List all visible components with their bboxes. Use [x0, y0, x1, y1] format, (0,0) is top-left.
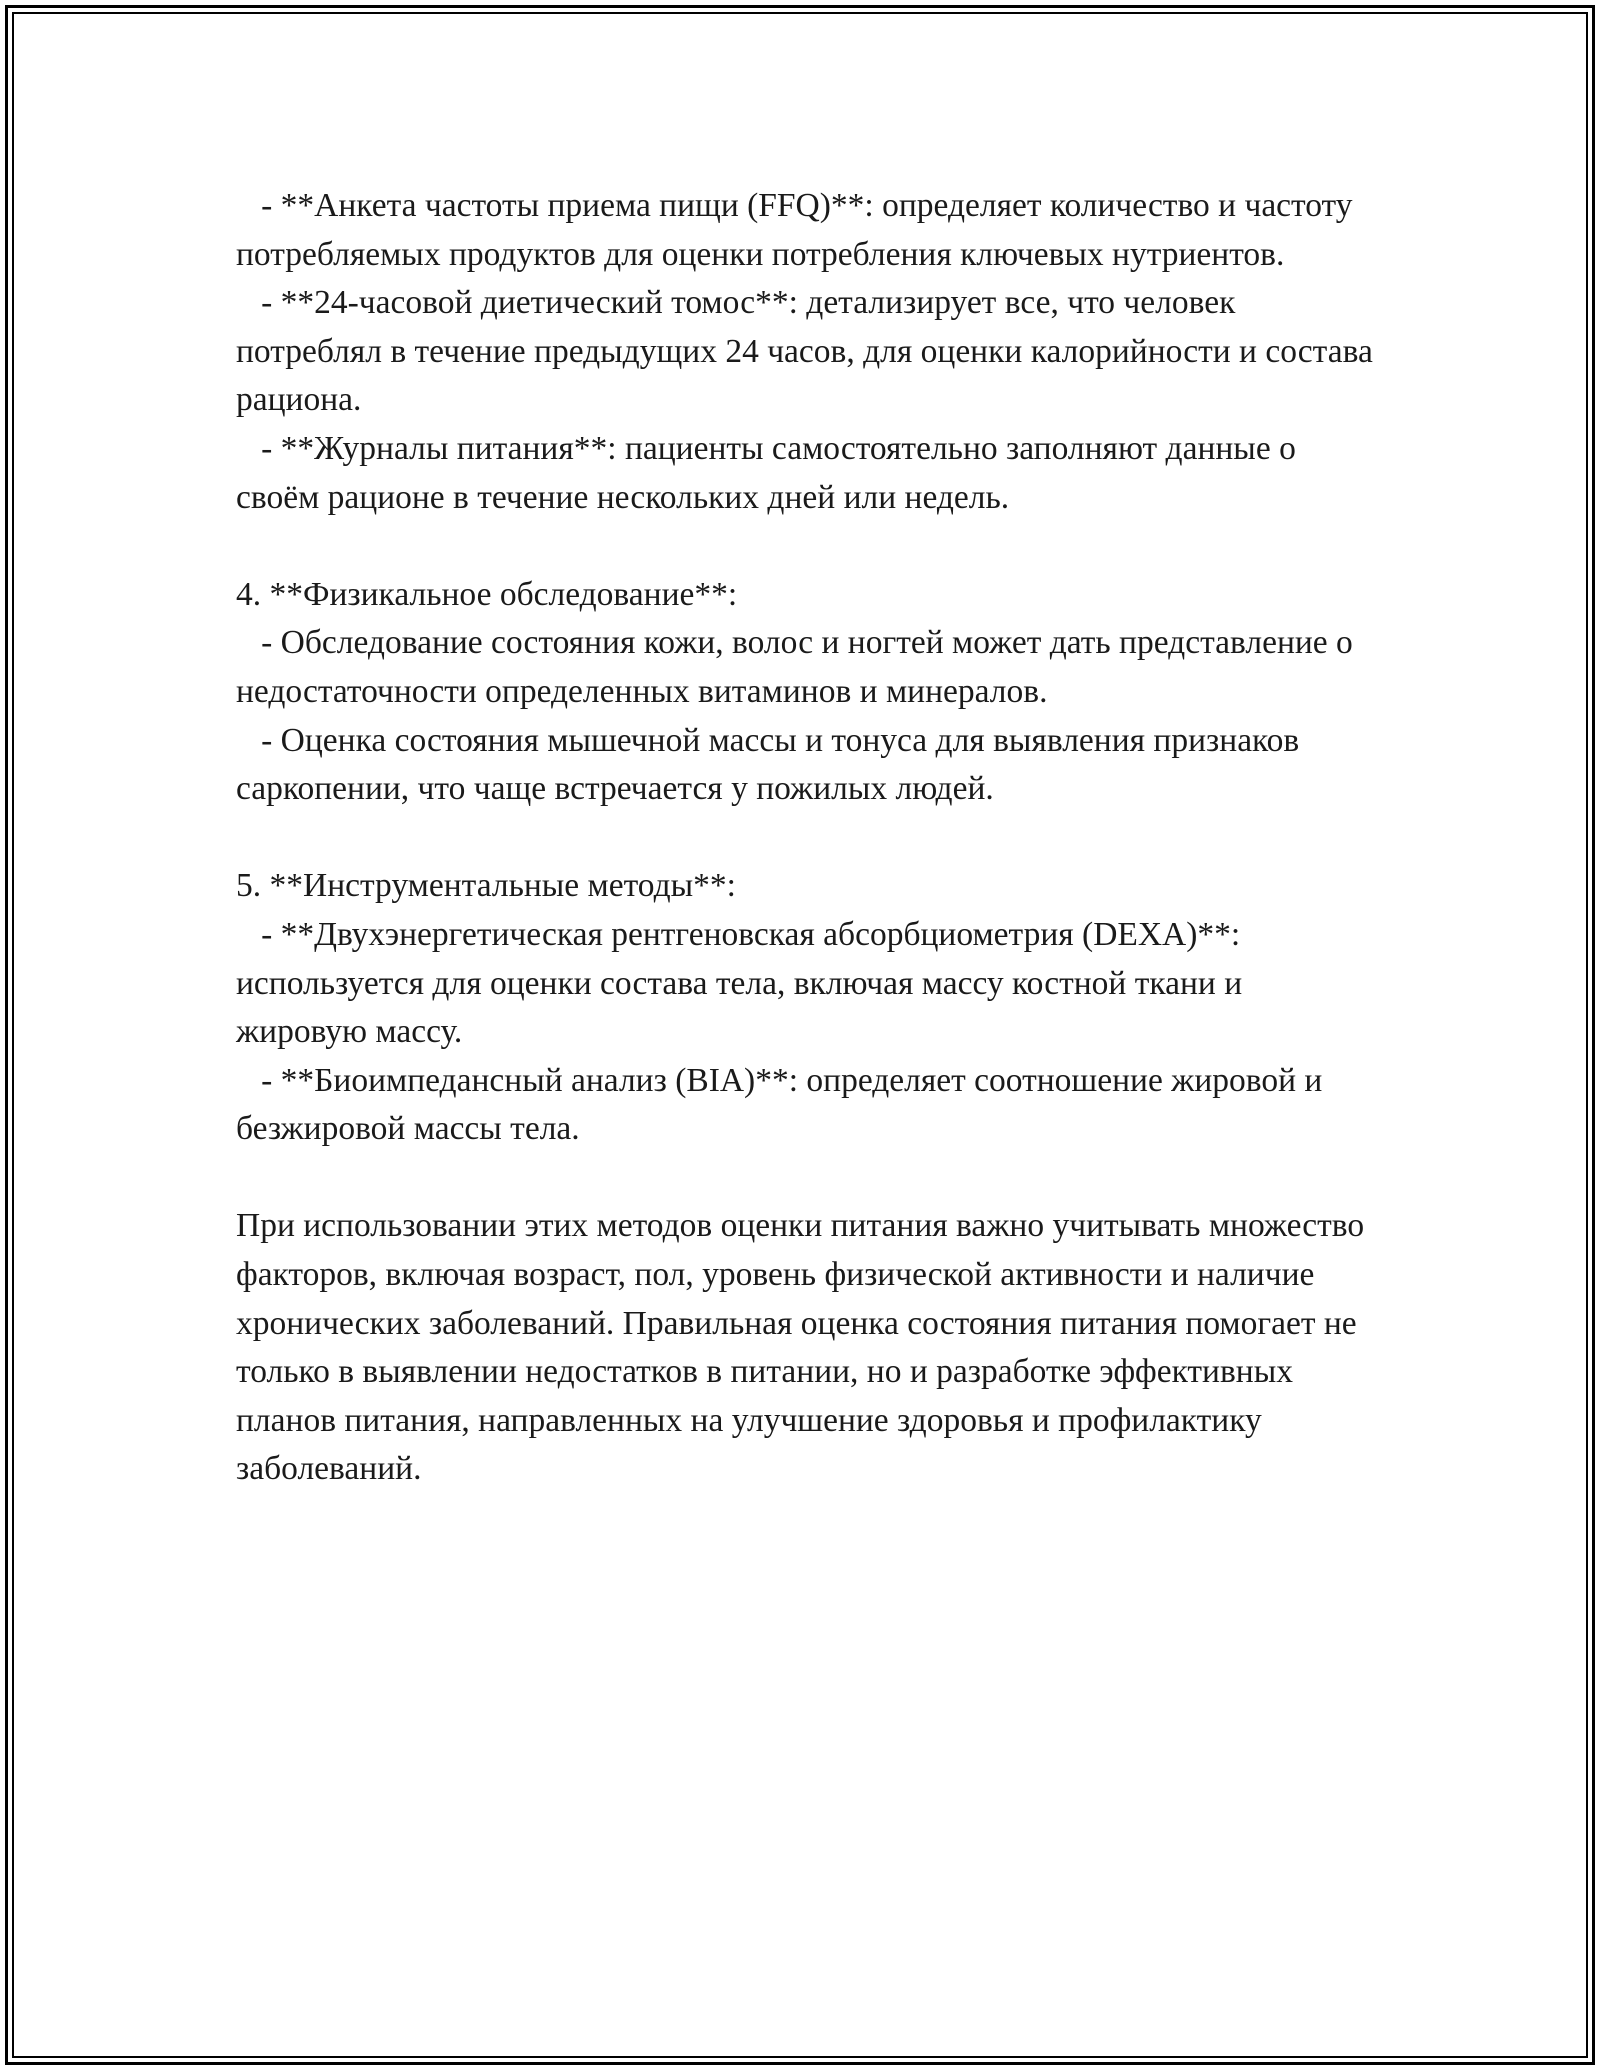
- bullet-muscle-assessment: - Оценка состояния мышечной массы и тонуса для выявления признаков саркопении, что чаще встречается у пожилых людей.: [236, 721, 1308, 808]
- bullet-ffq: - **Анкета частоты приема пищи (FFQ)**: определяет количество и частоту потребляемых продуктов для оценки потребления ключевых нутриентов.: [236, 187, 1361, 273]
- bullet-skin-hair-nails: - Обследование состояния кожи, волос и ногтей может дать представление о недостаточности определенных витаминов и минералов.: [236, 624, 1362, 710]
- bullet-24h-recall: - **24-часовой диетический томос**: детализирует все, что человек потреблял в течение предыдущих 24 часов, для оценки калорийности и состава рациона.: [236, 284, 1382, 419]
- conclusion-paragraph: При использовании этих методов оценки питания важно учитывать множество факторов, включая возраст, пол, уровень физической активности и наличие хронических заболеваний. Правильная оценка состояния питания помогает не только в выявлении недостатков в питании, но и разработке эффективных планов питания, направленных на улучшение здоровья и профилактику заболеваний.: [236, 1207, 1373, 1488]
- paragraph-spacer: [236, 522, 1376, 571]
- bullet-food-diaries: - **Журналы питания**: пациенты самостоятельно заполняют данные о своём рационе в течение нескольких дней или недель.: [236, 429, 1305, 516]
- section-heading-instrumental: 5. **Инструментальные методы**:: [236, 867, 736, 905]
- bullet-bia: - **Биоимпедансный анализ (BIA)**: определяет соотношение жировой и безжировой массы тела.: [236, 1061, 1331, 1148]
- paragraph-spacer: [236, 1154, 1376, 1203]
- document-body: [236, 182, 1382, 1494]
- paragraph-spacer: [236, 814, 1376, 863]
- bullet-dexa: - **Двухэнергетическая рентгеновская абсорбциометрия (DEXA)**: используется для оценки состава тела, включая массу костной ткани и жировую массу.: [236, 915, 1251, 1051]
- section-heading-physical-exam: 4. **Физикальное обследование**:: [236, 575, 738, 613]
